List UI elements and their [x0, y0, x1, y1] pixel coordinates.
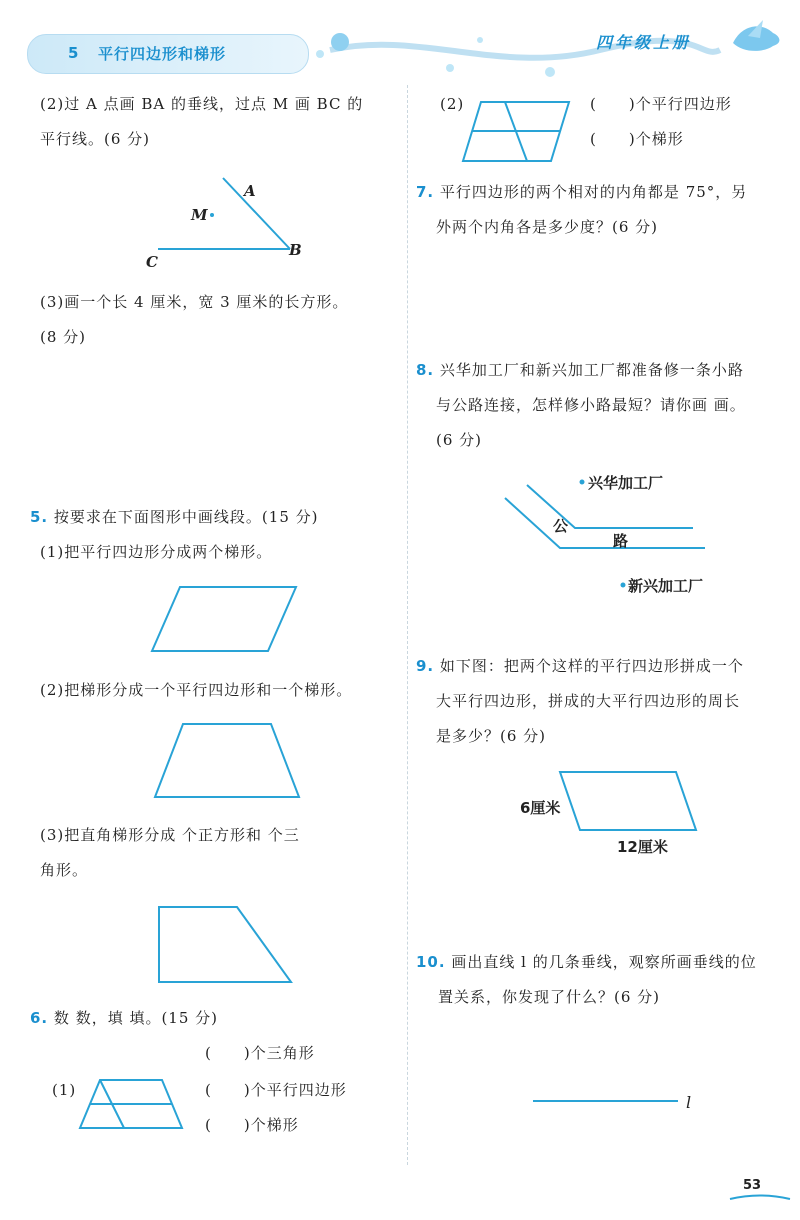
- q7-text-line1: 平行四边形的两个相对的内角都是 75°，另: [439, 183, 748, 201]
- q8-number: 8.: [416, 361, 435, 379]
- q5-1-parallelogram: [150, 585, 300, 655]
- q4-2-text-line2: 平行线。(6 分): [40, 130, 151, 148]
- q7-line1: [416, 175, 747, 209]
- q6-2-blank-trapezoids: ( )个梯形: [590, 130, 684, 148]
- q8-text-line1: 兴华加工厂和新兴加工厂都准备修一条小路: [439, 361, 744, 379]
- q7-text-line2: 外两个内角各是多少度？(6 分): [436, 218, 659, 236]
- page-corner-decoration: [730, 1194, 790, 1204]
- page-number: 53: [743, 1178, 762, 1193]
- q9-side-length: 6厘米: [520, 799, 561, 817]
- q10-text-line1: 画出直线 l 的几条垂线，观察所画垂线的位: [451, 953, 757, 971]
- q9-line1: [416, 649, 744, 683]
- factory-xinghua-label: 兴华加工厂: [588, 474, 664, 492]
- q6-2-figure: [461, 100, 573, 164]
- q5-text: 按要求在下面图形中画线段。(15 分): [53, 508, 319, 526]
- bird-icon: [728, 18, 783, 58]
- grade-label: 四年级上册: [596, 33, 692, 52]
- unit-number: 5: [68, 44, 79, 62]
- point-label-b: B: [289, 241, 302, 259]
- point-label-m: M: [191, 206, 208, 224]
- q10-line1: [416, 945, 757, 979]
- q9-text-line1: 如下图：把两个这样的平行四边形拼成一个: [439, 657, 744, 675]
- q5-3-right-trapezoid: [157, 905, 295, 985]
- q9-text-line3: 是多少？(6 分): [436, 727, 547, 745]
- q6-number: 6.: [30, 1009, 49, 1027]
- line-l-label: l: [686, 1093, 692, 1112]
- q6-heading: [30, 1001, 218, 1035]
- q6-2-label: (2): [440, 95, 465, 113]
- q5-2-trapezoid: [153, 722, 303, 800]
- q10-number: 10.: [416, 953, 446, 971]
- q5-number: 5.: [30, 508, 49, 526]
- q4-3-text-line1: (3)画一个长 4 厘米，宽 3 厘米的长方形。: [40, 293, 349, 311]
- q6-text: 数 数，填 填。(15 分): [53, 1009, 219, 1027]
- point-label-a: A: [244, 182, 256, 200]
- q10-line-l: [533, 1098, 683, 1104]
- q5-3-text-line2: 角形。: [40, 861, 89, 879]
- road-label-lu: 路: [613, 532, 629, 550]
- q6-1-blank-triangles: ( )个三角形: [205, 1044, 315, 1062]
- q4-2-text-line1: (2)过 A 点画 BA 的垂线，过点 M 画 BC 的: [40, 95, 364, 113]
- q9-text-line2: 大平行四边形，拼成的大平行四边形的周长: [436, 692, 741, 710]
- q6-1-label: (1): [52, 1081, 77, 1099]
- point-label-c: C: [146, 253, 158, 271]
- column-divider: [407, 85, 408, 1165]
- q5-2-text: (2)把梯形分成一个平行四边形和一个梯形。: [40, 681, 353, 699]
- factory-xinxing-label: 新兴加工厂: [628, 577, 704, 595]
- q9-parallelogram: [558, 770, 700, 832]
- q9-number: 9.: [416, 657, 435, 675]
- q6-1-blank-parallelograms: ( )个平行四边形: [205, 1081, 347, 1099]
- road-label-gong: 公: [553, 517, 569, 535]
- q5-3-text-line1: (3)把直角梯形分成 个正方形和 个三: [40, 826, 300, 844]
- q5-heading: [30, 500, 318, 534]
- q5-1-text: (1)把平行四边形分成两个梯形。: [40, 543, 273, 561]
- q8-text-line3: (6 分): [436, 431, 483, 449]
- q10-text-line2: 置关系，你发现了什么？(6 分): [438, 988, 661, 1006]
- q7-number: 7.: [416, 183, 435, 201]
- q6-2-blank-parallelograms: ( )个平行四边形: [590, 95, 732, 113]
- q9-base-length: 12厘米: [617, 838, 668, 856]
- q8-line1: [416, 353, 744, 387]
- q6-1-blank-trapezoids: ( )个梯形: [205, 1116, 299, 1134]
- q4-2-figure: [140, 170, 340, 270]
- q4-3-text-line2: (8 分): [40, 328, 87, 346]
- q8-text-line2: 与公路连接，怎样修小路最短？请你画 画。: [436, 396, 746, 414]
- unit-title: 平行四边形和梯形: [98, 45, 227, 63]
- q6-1-figure: [78, 1078, 186, 1132]
